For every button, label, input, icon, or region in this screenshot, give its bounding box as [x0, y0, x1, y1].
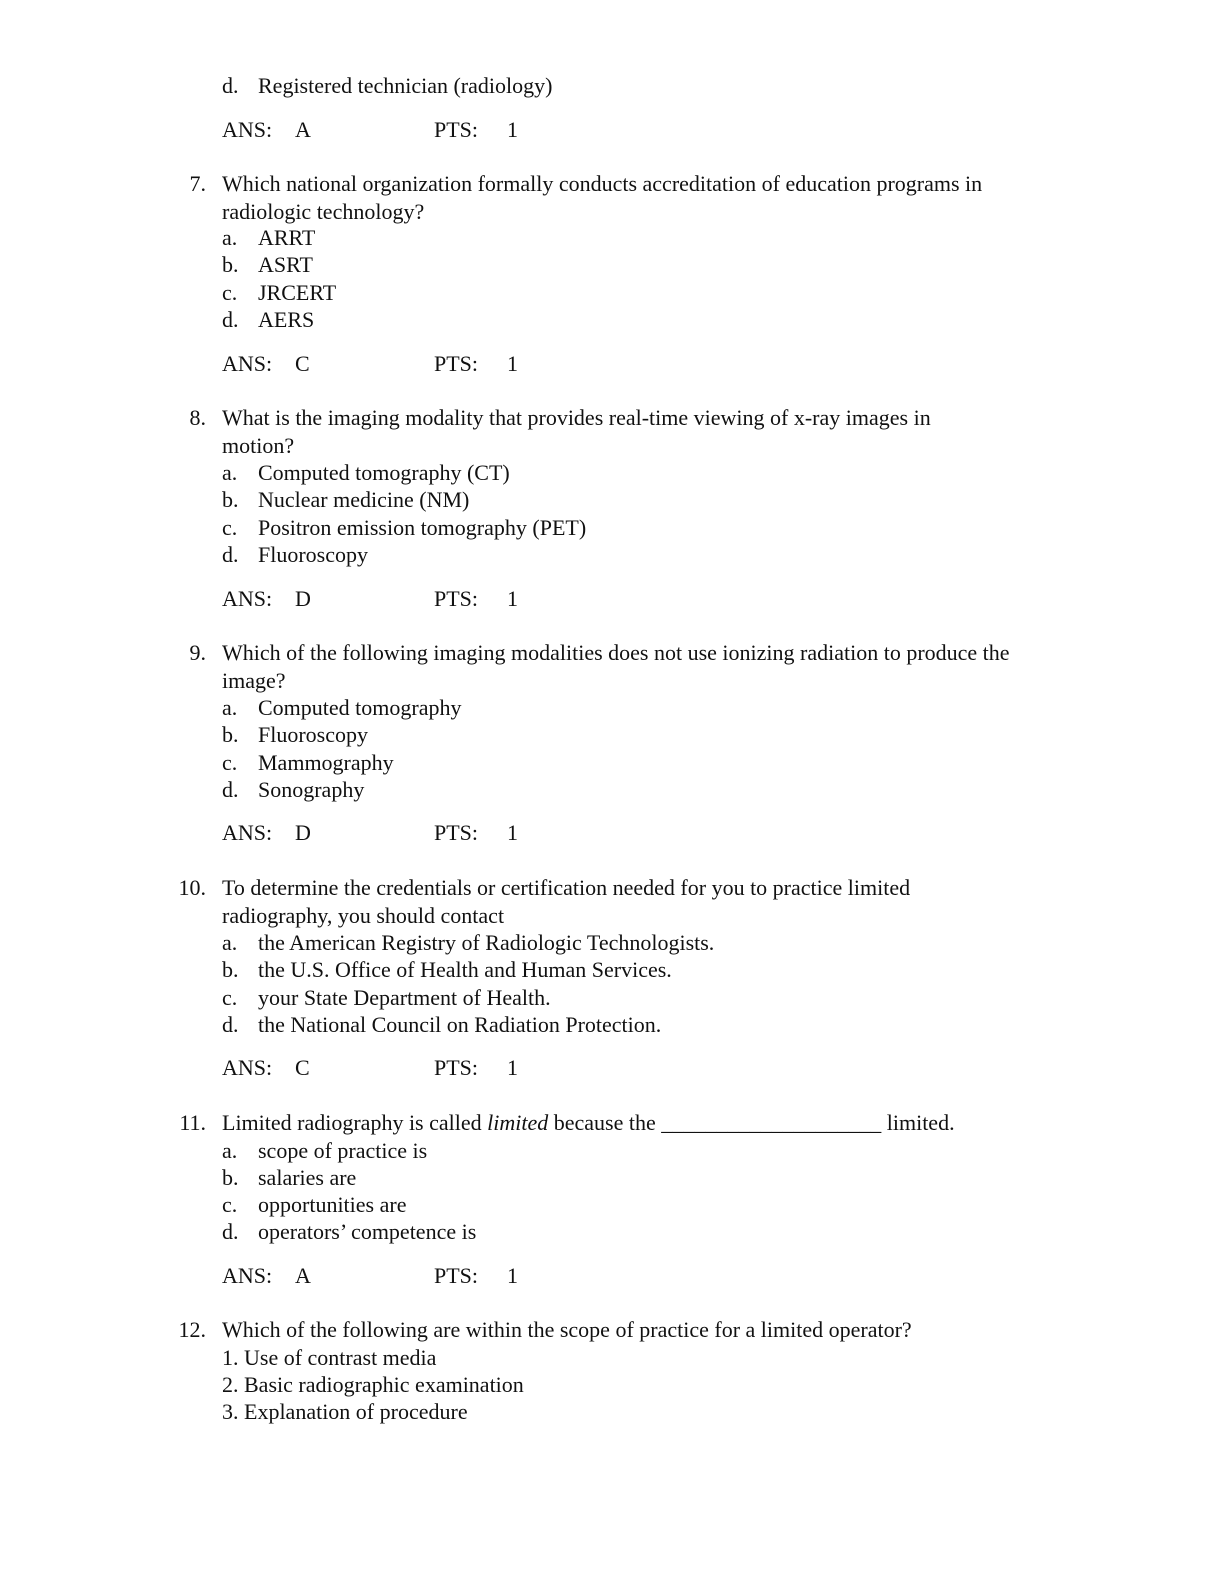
- points-value: 1: [507, 351, 518, 376]
- option-letter: d.: [222, 1219, 239, 1244]
- option-text: Computed tomography: [258, 695, 462, 720]
- option-letter: b.: [222, 487, 239, 512]
- option-letter: b.: [222, 722, 239, 747]
- points-label: PTS:: [434, 820, 479, 845]
- option-letter: c.: [222, 515, 238, 540]
- option-letter: d.: [222, 1012, 239, 1037]
- answer-value: C: [295, 351, 310, 376]
- question-number: 11.: [179, 1110, 206, 1135]
- option-text: Positron emission tomography (PET): [258, 515, 587, 540]
- answer-label: ANS:: [222, 351, 273, 376]
- option-text: the U.S. Office of Health and Human Services.: [258, 957, 672, 982]
- option-text: Fluoroscopy: [258, 722, 368, 747]
- question-text: To determine the credentials or certification needed for you to practice limited radiography, you should contact: [222, 875, 911, 928]
- option-letter: c.: [222, 750, 238, 775]
- question-number: 9.: [189, 640, 206, 665]
- option-letter: a.: [222, 695, 238, 720]
- option-letter: a.: [222, 1138, 238, 1163]
- points-label: PTS:: [434, 1263, 479, 1288]
- option-text: AERS: [258, 307, 315, 332]
- question-text-start: Limited radiography is called: [222, 1110, 488, 1135]
- option-text: the American Registry of Radiologic Technologists.: [258, 930, 715, 955]
- option-text: the National Council on Radiation Protection.: [258, 1012, 662, 1037]
- option-text: ARRT: [258, 225, 316, 250]
- question-text-emphasis: limited: [487, 1110, 549, 1135]
- option-text: ASRT: [258, 252, 313, 277]
- question-text: [222, 1109, 1062, 1137]
- option-text: Computed tomography (CT): [258, 460, 510, 485]
- option-text: JRCERT: [258, 280, 337, 305]
- points-value: 1: [507, 117, 518, 142]
- question-number: 10.: [178, 875, 206, 900]
- question-number: 8.: [189, 405, 206, 430]
- option-letter: c.: [222, 985, 238, 1010]
- option-text: your State Department of Health.: [258, 985, 551, 1010]
- option-text: opportunities are: [258, 1192, 407, 1217]
- points-value: 1: [507, 586, 518, 611]
- question-text: Which of the following are within the scope of practice for a limited operator?: [222, 1317, 912, 1342]
- numbered-item: 3. Explanation of procedure: [222, 1399, 468, 1424]
- question-text-end: because the ____________________ limited.: [548, 1110, 955, 1135]
- answer-value: C: [295, 1055, 310, 1080]
- option-letter: d.: [222, 307, 239, 332]
- points-label: PTS:: [434, 586, 479, 611]
- answer-label: ANS:: [222, 1263, 273, 1288]
- option-text: Mammography: [258, 750, 394, 775]
- answer-label: ANS:: [222, 586, 273, 611]
- answer-label: ANS:: [222, 820, 273, 845]
- answer-value: A: [295, 117, 311, 142]
- answer-label: ANS:: [222, 1055, 273, 1080]
- points-label: PTS:: [434, 1055, 479, 1080]
- question-number: 7.: [189, 171, 206, 196]
- answer-value: A: [295, 1263, 311, 1288]
- option-text: Sonography: [258, 777, 365, 802]
- option-text: Registered technician (radiology): [258, 73, 553, 98]
- numbered-item: 2. Basic radiographic examination: [222, 1372, 524, 1397]
- option-letter: c.: [222, 1192, 238, 1217]
- option-letter: d.: [222, 542, 239, 567]
- question-text: Which national organization formally conducts accreditation of education programs in radiologic technology?: [222, 171, 983, 224]
- question-text: What is the imaging modality that provides real-time viewing of x-ray images in motion?: [222, 405, 931, 458]
- points-label: PTS:: [434, 117, 479, 142]
- option-text: Nuclear medicine (NM): [258, 487, 470, 512]
- option-letter: b.: [222, 252, 239, 277]
- points-value: 1: [507, 820, 518, 845]
- option-letter: b.: [222, 1165, 239, 1190]
- option-text: scope of practice is: [258, 1138, 428, 1163]
- points-label: PTS:: [434, 351, 479, 376]
- option-letter: b.: [222, 957, 239, 982]
- points-value: 1: [507, 1263, 518, 1288]
- option-text: operators’ competence is: [258, 1219, 477, 1244]
- numbered-item: 1. Use of contrast media: [222, 1345, 437, 1370]
- option-letter: a.: [222, 225, 238, 250]
- points-value: 1: [507, 1055, 518, 1080]
- option-letter: c.: [222, 280, 238, 305]
- question-number: 12.: [178, 1317, 206, 1342]
- option-text: salaries are: [258, 1165, 357, 1190]
- option-text: Fluoroscopy: [258, 542, 368, 567]
- option-letter: a.: [222, 460, 238, 485]
- option-letter: d.: [222, 73, 239, 98]
- answer-value: D: [295, 586, 311, 611]
- option-letter: d.: [222, 777, 239, 802]
- question-text: Which of the following imaging modalities does not use ionizing radiation to produce the image?: [222, 640, 1010, 693]
- option-letter: a.: [222, 930, 238, 955]
- answer-label: ANS:: [222, 117, 273, 142]
- answer-value: D: [295, 820, 311, 845]
